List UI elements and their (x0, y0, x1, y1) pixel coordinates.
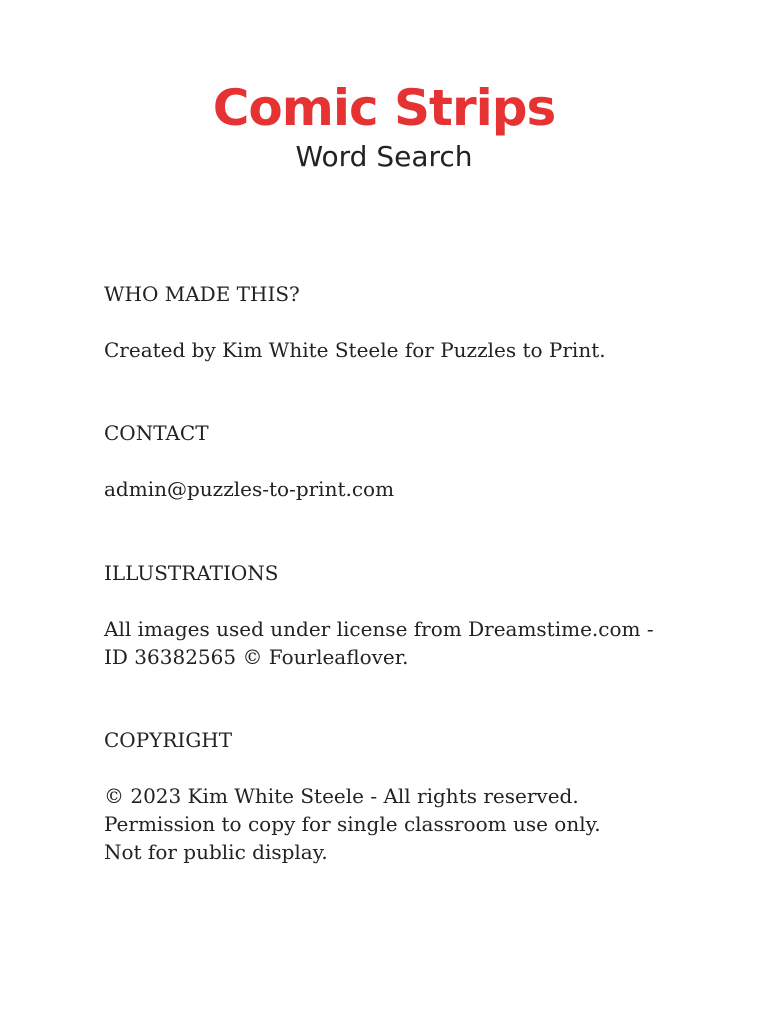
contact-email: admin@puzzles-to-print.com (104, 477, 395, 501)
section-illustrations (104, 559, 664, 671)
section-who-made-this (104, 280, 664, 364)
section-contact (104, 419, 664, 503)
section-heading: WHO MADE THIS? (104, 282, 300, 306)
page-subtitle: Word Search (295, 140, 473, 173)
section-body (104, 475, 664, 503)
section-heading: ILLUSTRATIONS (104, 561, 279, 585)
section-body (104, 615, 664, 671)
body-line: © 2023 Kim White Steele - All rights reserved. (104, 784, 579, 808)
section-heading: COPYRIGHT (104, 728, 233, 752)
body-line: Not for public display. (104, 840, 328, 864)
body-line: Created by Kim White Steele for Puzzles to Print. (104, 338, 606, 362)
section-body (104, 782, 664, 866)
body-line: All images used under license from Dreamstime.com - (104, 617, 654, 641)
page-title: Comic Strips (212, 79, 556, 137)
section-copyright (104, 726, 664, 866)
body-line: Permission to copy for single classroom use only. (104, 812, 601, 836)
body-line: ID 36382565 © Fourleaflover. (104, 645, 409, 669)
section-heading: CONTACT (104, 421, 209, 445)
section-body (104, 336, 664, 364)
title-block (0, 76, 768, 174)
